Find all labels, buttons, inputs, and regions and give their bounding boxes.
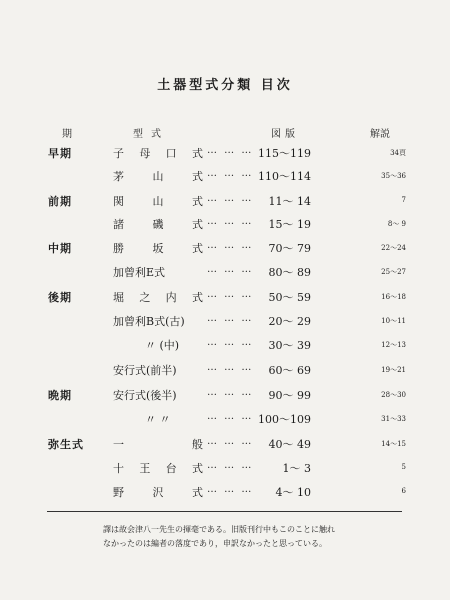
row-type: 加曾利E式 xyxy=(113,266,166,279)
row-leader-dots: … … … xyxy=(207,436,254,447)
footnote xyxy=(103,523,403,551)
table-row xyxy=(0,337,450,357)
row-notes: 12～13 xyxy=(381,341,406,349)
row-notes: 25～27 xyxy=(381,268,406,276)
row-notes: 19～21 xyxy=(381,366,406,374)
row-period: 弥生式 xyxy=(48,438,84,451)
row-type: 野 沢 式 xyxy=(113,486,203,499)
row-plates: 50～ 59 xyxy=(268,291,311,304)
row-type: 茅 山 式 xyxy=(113,170,203,183)
row-type: 堀 之 内 式 xyxy=(113,291,203,304)
header-period: 期 xyxy=(62,129,72,140)
table-row xyxy=(0,484,450,504)
footnote-line-2: なかったのは編者の落度であり，申訳なかったと思っている。 xyxy=(103,539,327,548)
row-leader-dots: … … … xyxy=(207,168,254,179)
row-plates: 20～ 29 xyxy=(268,315,311,328)
row-leader-dots: … … … xyxy=(207,362,254,373)
table-row xyxy=(0,193,450,213)
header-notes: 解説 xyxy=(370,129,390,140)
row-notes: 22～24 xyxy=(381,244,406,252)
row-plates: 115～119 xyxy=(258,147,311,160)
row-notes: 14～15 xyxy=(381,440,406,448)
row-period: 早期 xyxy=(48,147,72,160)
footnote-divider xyxy=(47,511,402,512)
table-row xyxy=(0,216,450,236)
row-plates: 100～109 xyxy=(258,413,311,426)
footnote-line-1: 譯は故会津八一先生の揮毫である。旧版刊行中もこのことに触れ xyxy=(103,525,335,534)
row-type: 諸 磯 式 xyxy=(113,218,203,231)
table-row xyxy=(0,411,450,431)
row-leader-dots: … … … xyxy=(207,216,254,227)
row-notes: 35～36 xyxy=(381,172,406,180)
row-leader-dots: … … … xyxy=(207,313,254,324)
row-plates: 60～ 69 xyxy=(268,364,311,377)
row-period: 後期 xyxy=(48,291,72,304)
row-leader-dots: … … … xyxy=(207,460,254,471)
row-type: 安行式(前半) xyxy=(113,364,177,377)
row-leader-dots: … … … xyxy=(207,193,254,204)
row-type: 子 母 口 式 xyxy=(113,147,203,160)
row-leader-dots: … … … xyxy=(207,145,254,156)
row-plates: 80～ 89 xyxy=(268,266,311,279)
row-plates: 15～ 19 xyxy=(268,218,311,231)
row-notes: 16～18 xyxy=(381,293,406,301)
row-plates: 4～ 10 xyxy=(275,486,311,499)
row-plates: 1～ 3 xyxy=(282,462,311,475)
header-plates: 図版 xyxy=(271,129,299,140)
row-leader-dots: … … … xyxy=(207,411,254,422)
row-period: 晩期 xyxy=(48,389,72,402)
row-notes: 6 xyxy=(401,487,406,495)
table-row xyxy=(0,264,450,284)
row-leader-dots: … … … xyxy=(207,387,254,398)
row-period: 前期 xyxy=(48,195,72,208)
row-leader-dots: … … … xyxy=(207,264,254,275)
row-notes: 7 xyxy=(401,196,406,204)
row-type: 〃 (中) xyxy=(145,339,180,352)
table-row xyxy=(0,362,450,382)
page-title: 土器型式分類 目次 xyxy=(157,78,293,93)
table-row xyxy=(0,436,450,456)
row-period: 中期 xyxy=(48,242,72,255)
row-plates: 30～ 39 xyxy=(268,339,311,352)
table-row xyxy=(0,289,450,309)
table-row xyxy=(0,313,450,333)
table-row xyxy=(0,168,450,188)
table-row xyxy=(0,240,450,260)
row-notes: 28～30 xyxy=(381,391,406,399)
row-leader-dots: … … … xyxy=(207,289,254,300)
table-row xyxy=(0,145,450,165)
table-row xyxy=(0,387,450,407)
row-notes: 8～ 9 xyxy=(387,220,406,228)
row-leader-dots: … … … xyxy=(207,337,254,348)
row-type: 安行式(後半) xyxy=(113,389,177,402)
row-type: 〃 〃 xyxy=(145,413,171,426)
row-plates: 70～ 79 xyxy=(268,242,311,255)
row-notes: 34頁 xyxy=(390,149,406,157)
table-row xyxy=(0,460,450,480)
row-plates: 90～ 99 xyxy=(268,389,311,402)
row-plates: 110～114 xyxy=(258,170,311,183)
row-notes: 31～33 xyxy=(381,415,406,423)
header-type: 型式 xyxy=(133,129,169,140)
row-plates: 40～ 49 xyxy=(268,438,311,451)
row-type: 一 般 xyxy=(113,438,203,451)
row-type: 十 王 台 式 xyxy=(113,462,203,475)
row-leader-dots: … … … xyxy=(207,240,254,251)
row-type: 加曾利B式(古) xyxy=(113,315,185,328)
row-notes: 5 xyxy=(401,463,406,471)
row-plates: 11～ 14 xyxy=(268,195,311,208)
row-type: 関 山 式 xyxy=(113,195,203,208)
row-type: 勝 坂 式 xyxy=(113,242,203,255)
row-leader-dots: … … … xyxy=(207,484,254,495)
row-notes: 10～11 xyxy=(381,317,406,325)
